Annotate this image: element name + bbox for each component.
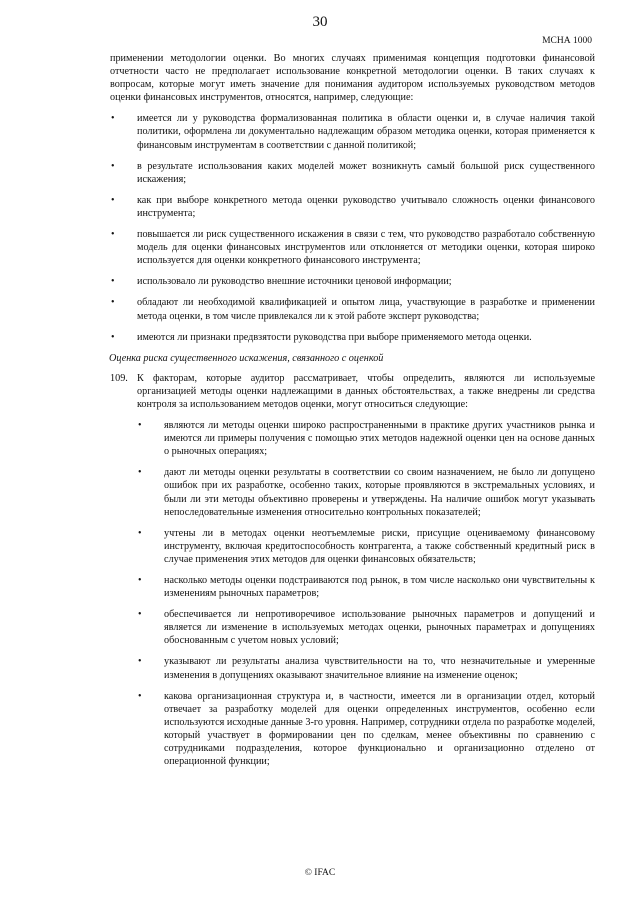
list-item-text: дают ли методы оценки результаты в соответствии со своим назначением, не было ли допущено ошибок при их разработке, особенно таких, которые проявляются в экстремальных условиях, и были ли эти методы объективно проверены и утверждены. На наличие ошибок могут указывать непоследовательные изменения относительно контрольных показателей; — [164, 467, 595, 518]
list-item-text: повышается ли риск существенного искажения в связи с тем, что руководство разработало собственную модель для оценки финансовых инструментов или отклоняется от методики оценки, которая широко используется для оценки конкретного финансового инструмента; — [137, 229, 595, 267]
list-item — [137, 690, 595, 769]
paragraph-number: 109. — [110, 372, 128, 384]
page-number: 30 — [312, 14, 328, 30]
list-item-text: указывают ли результаты анализа чувствительности на то, что незначительные и умеренные изменения в допущениях оказывают значительное влияние на изменение оценок; — [164, 656, 595, 681]
list-item — [110, 228, 595, 267]
list-item-text: насколько методы оценки подстраиваются под рынок, в том числе насколько они чувствительны к изменениям рыночных параметров; — [164, 575, 595, 600]
list-item-text: имеются ли признаки предвзятости руководства при выборе применяемого метода оценки. — [137, 331, 532, 343]
bullet-icon: • — [111, 276, 115, 288]
list-item — [137, 527, 595, 566]
list-item-text: учтены ли в методах оценки неотъемлемые риски, присущие оцениваемому финансовому инструменту, включая кредитоспособность контрагента, а также собственный кредитный риск в случае применения этих методов для оценки финансовых обязательств; — [164, 527, 595, 565]
list-item — [110, 275, 595, 288]
bullet-icon: • — [111, 160, 115, 172]
list-item-text: использовало ли руководство внешние источники ценовой информации; — [137, 276, 452, 288]
paragraph-text: К факторам, которые аудитор рассматривает, чтобы определить, являются ли используемые организацией методы оценки надлежащими в данных обстоятельствах, а также внедрены ли средства контроля за использованием методов оценки, могут относиться следующие: — [137, 372, 595, 410]
list-item — [137, 574, 595, 600]
list-item-text: как при выборе конкретного метода оценки руководство учитывало сложность оценки финансового инструмента; — [137, 194, 595, 219]
bullet-icon: • — [111, 297, 115, 309]
list-item-text: обладают ли необходимой квалификацией и опытом лица, участвующие в разработке и применении метода оценки, в том числе привлекался ли к этой работе эксперт руководства; — [137, 297, 595, 322]
list-item — [137, 608, 595, 647]
list-item — [137, 466, 595, 518]
bullet-icon: • — [138, 527, 142, 539]
bullet-icon: • — [111, 113, 115, 125]
bullet-icon: • — [138, 575, 142, 586]
bullet-icon: • — [111, 331, 115, 343]
bullet-icon: • — [111, 194, 115, 206]
list-item — [110, 160, 595, 186]
list-item-text: являются ли методы оценки широко распространенными в практике других участников рынка и имеются ли примеры получения с помощью этих методов надежной оценки цен на основе данных о рыночных операциях; — [164, 420, 595, 458]
bullet-list-factors — [137, 419, 595, 768]
bullet-icon: • — [138, 420, 142, 432]
list-item — [137, 419, 595, 458]
list-item — [110, 194, 595, 220]
bullet-icon: • — [111, 229, 115, 241]
list-item-text: обеспечивается ли непротиворечивое использование рыночных параметров и допущений и является ли изменение в используемых методах оценки, рыночных параметрах и допущениях обоснованным с учетом новых условий; — [164, 609, 595, 647]
standard-code: МСНА 1000 — [542, 36, 592, 46]
list-item-text: имеется ли у руководства формализованная политика в области оценки и, в случае наличия такой политики, оформлена ли документально надлежащим образом методика оценки, которая применяется к финансовым инструментам в соответствии с данной политикой; — [137, 113, 595, 151]
page-body — [110, 52, 595, 776]
bullet-icon: • — [138, 656, 142, 668]
bullet-icon: • — [138, 467, 142, 479]
bullet-list-methods — [110, 112, 595, 343]
list-item-text: какова организационная структура и, в частности, имеется ли в организации отдел, который отвечает за разработку моделей для оценки определенных инструментов, особенно если используются исходные данные 3-го уровня. Например, сотрудники отдела по разработке моделей, который участвует в формировании цен по сделкам, менее объективны по сравнению с сотрудниками подразделения, которое функционально и организационно отделено от операционной функции; — [164, 690, 595, 768]
bullet-icon: • — [138, 690, 142, 702]
list-item — [137, 655, 595, 681]
footer-copyright: © IFAC — [304, 868, 336, 878]
intro-paragraph: применении методологии оценки. Во многих случаях применимая концепция подготовки финансовой отчетности часто не предполагает использование конкретной методологии оценки. В таких случаях к вопросам, которые могут иметь значение для понимания аудитором используемых руководством методов оценки финансовых инструментов, относятся, например, следующие: — [110, 53, 595, 104]
list-item — [110, 296, 595, 322]
bullet-icon: • — [138, 609, 142, 621]
list-item — [110, 112, 595, 151]
paragraph-109 — [110, 372, 595, 411]
section-heading: Оценка риска существенного искажения, связанного с оценкой — [109, 352, 384, 364]
list-item — [110, 331, 595, 344]
list-item-text: в результате использования каких моделей может возникнуть самый большой риск существенного искажения; — [137, 160, 595, 185]
